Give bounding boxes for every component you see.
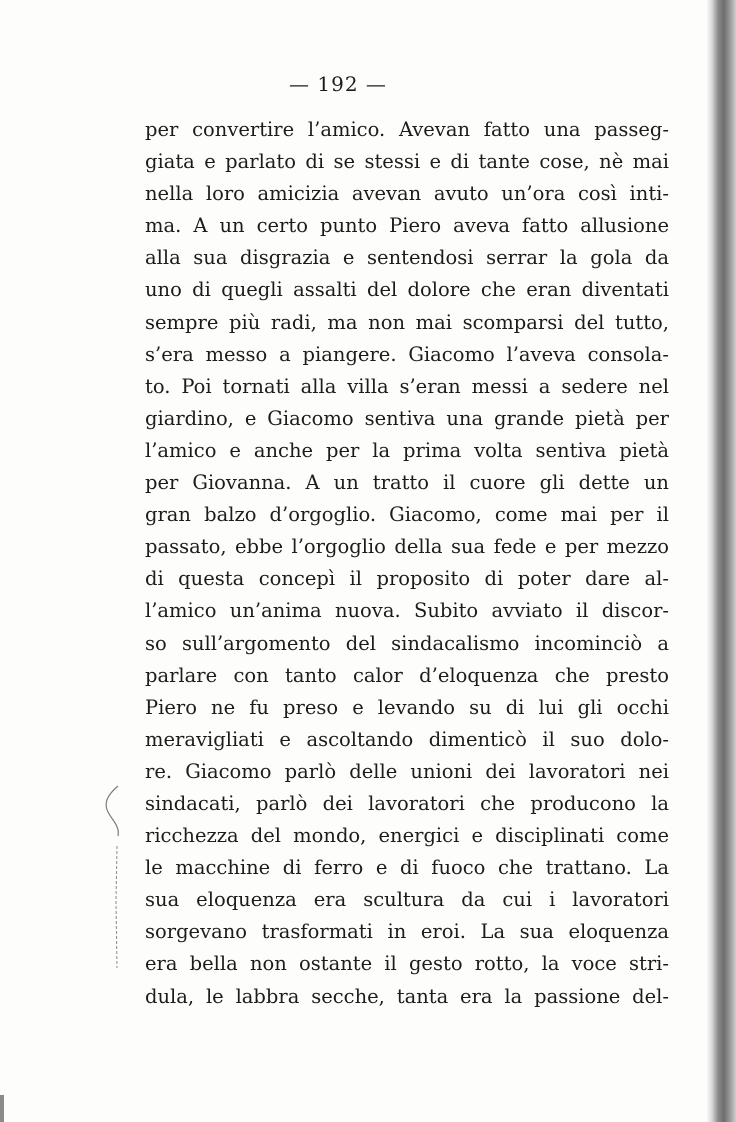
text-line: giata e parlato di se stessi e di tante cose, nè mai — [145, 150, 669, 174]
text-line: ricchezza del mondo, energici e disciplinati come — [145, 824, 669, 848]
text-line: sorgevano trasformati in eroi. La sua eloquenza — [145, 920, 669, 944]
text-line: di questa concepì il proposito di poter dare al- — [145, 567, 669, 591]
text-line: re. Giacomo parlò delle unioni dei lavoratori nei — [145, 759, 669, 783]
text-line: dula, le labbra secche, tanta era la passione del- — [145, 984, 669, 1008]
text-line: era bella non ostante il gesto rotto, la voce stri- — [145, 952, 669, 976]
text-line: sempre più radi, ma non mai scomparsi del tutto, — [145, 310, 669, 334]
text-line: sindacati, parlò dei lavoratori che producono la — [145, 791, 669, 815]
text-line: per convertire l’amico. Avevan fatto una passeg- — [145, 118, 669, 141]
body-text — [145, 114, 669, 1013]
page-edge-shadow — [706, 0, 736, 1122]
text-line: alla sua disgrazia e sentendosi serrar la gola da — [145, 246, 669, 270]
text-line: to. Poi tornati alla villa s’eran messi a sedere nel — [145, 374, 669, 398]
text-line: l’amico un’anima nuova. Subito avviato il discor- — [145, 599, 669, 623]
text-line: sua eloquenza era scultura da cui i lavoratori — [145, 888, 669, 912]
text-line: nella loro amicizia avevan avuto un’ora così inti- — [145, 182, 669, 206]
text-line: meravigliati e ascoltando dimenticò il suo dolo- — [145, 727, 669, 751]
text-line: le macchine di ferro e di fuoco che trattano. La — [145, 856, 669, 880]
text-line: giardino, e Giacomo sentiva una grande pietà per — [145, 406, 669, 430]
text-line: Piero ne fu preso e levando su di lui gli occhi — [145, 695, 669, 719]
text-line: uno di quegli assalti del dolore che eran diventati — [145, 278, 669, 302]
text-line: passato, ebbe l’orgoglio della sua fede e per mezzo — [145, 535, 669, 559]
text-line: per Giovanna. A un tratto il cuore gli dette un — [145, 471, 669, 495]
margin-pencil-mark — [100, 782, 130, 972]
text-line: ma. A un certo punto Piero aveva fatto allusione — [145, 214, 669, 238]
page-number: — 192 — — [289, 72, 387, 96]
text-line: so sull’argomento del sindacalismo incominciò a — [145, 631, 669, 655]
text-line: l’amico e anche per la prima volta sentiva pietà — [145, 438, 669, 462]
text-line: s’era messo a piangere. Giacomo l’aveva consola- — [145, 342, 669, 366]
text-line: parlare con tanto calor d’eloquenza che presto — [145, 663, 669, 687]
text-line: gran balzo d’orgoglio. Giacomo, come mai per il — [145, 503, 669, 527]
page-edge-mark — [0, 1095, 4, 1122]
